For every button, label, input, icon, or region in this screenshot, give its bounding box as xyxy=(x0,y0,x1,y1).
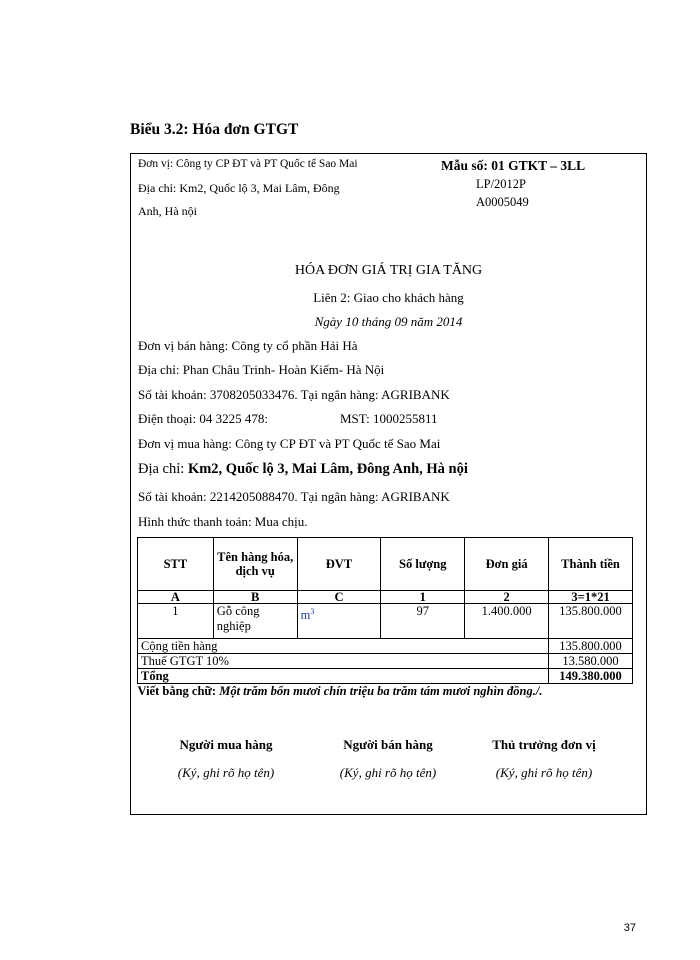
seller-address: Địa chỉ: Phan Châu Trinh- Hoàn Kiếm- Hà Nội xyxy=(138,362,385,377)
buyer-address-value: Km2, Quốc lộ 3, Mai Lâm, Đông Anh, Hà nội xyxy=(187,461,468,477)
buyer-address xyxy=(138,461,468,478)
vat-label: Thuế GTGT 10% xyxy=(138,654,549,669)
amount-in-words xyxy=(138,684,633,699)
column-header-name: Tên hàng hóa, dịch vụ xyxy=(213,538,297,591)
invoice-frame xyxy=(130,153,647,815)
signature-note-seller: (Ký, ghi rõ họ tên) xyxy=(339,765,437,780)
total-row xyxy=(138,669,633,684)
seller-tax-code: MST: 1000255811 xyxy=(340,411,438,426)
column-code: B xyxy=(213,591,297,604)
page-number: 37 xyxy=(623,922,636,934)
amount-in-words-value: Một trăm bốn mươi chín triệu ba trăm tám mươi nghìn đồng./. xyxy=(219,684,543,698)
item-quantity: 97 xyxy=(381,604,465,639)
amount-in-words-row xyxy=(138,684,633,699)
item-unit xyxy=(297,604,381,639)
column-header-unit: ĐVT xyxy=(297,538,381,591)
seller-phone: Điện thoại: 04 3225 478: xyxy=(138,411,268,426)
items-table xyxy=(137,537,633,698)
buyer-name: Đơn vị mua hàng: Công ty CP ĐT và PT Quốc tế Sao Mai xyxy=(138,436,441,451)
invoice-number: A0005049 xyxy=(476,195,529,209)
invoice-date: Ngày 10 tháng 09 năm 2014 xyxy=(314,314,463,329)
signature-note-head: (Ký, ghi rõ họ tên) xyxy=(495,765,593,780)
subtotal-label: Cộng tiền hàng xyxy=(138,639,549,654)
item-unit-base: m xyxy=(300,608,311,623)
column-header-price: Đơn giá xyxy=(465,538,549,591)
signature-role-head: Thủ trưởng đơn vị xyxy=(492,737,596,752)
buyer-account: Số tài khoản: 2214205088470. Tại ngân hàng: AGRIBANK xyxy=(138,489,450,504)
subtotal-row xyxy=(138,639,633,654)
total-value: 149.380.000 xyxy=(549,669,633,684)
signature-role-buyer: Người mua hàng xyxy=(179,737,273,752)
seller-address-line-1: Địa chỉ: Km2, Quốc lộ 3, Mai Lâm, Đông xyxy=(138,181,340,195)
signature-note-buyer: (Ký, ghi rõ họ tên) xyxy=(177,765,275,780)
column-header-quantity: Số lượng xyxy=(381,538,465,591)
vat-row xyxy=(138,654,633,669)
column-header-stt: STT xyxy=(138,538,214,591)
signature-role-seller: Người bán hàng xyxy=(343,737,433,752)
column-code: 3=1*21 xyxy=(549,591,633,604)
table-row xyxy=(138,604,633,639)
invoice-series: LP/2012P xyxy=(476,177,527,191)
amount-in-words-label: Viết bằng chữ: xyxy=(137,684,220,698)
column-code: C xyxy=(297,591,381,604)
invoice-title: HÓA ĐƠN GIÁ TRỊ GIA TĂNG xyxy=(294,263,483,278)
item-name: Gỗ công nghiệp xyxy=(213,604,297,639)
item-stt: 1 xyxy=(138,604,214,639)
item-amount: 135.800.000 xyxy=(549,604,633,639)
seller-name: Đơn vị bán hàng: Công ty cổ phần Hải Hà xyxy=(138,338,358,353)
vat-value: 13.580.000 xyxy=(549,654,633,669)
subtotal-value: 135.800.000 xyxy=(549,639,633,654)
seller-address-line-2: Anh, Hà nội xyxy=(138,204,197,218)
column-code: 2 xyxy=(465,591,549,604)
column-code: A xyxy=(138,591,214,604)
total-label: Tổng xyxy=(138,669,549,684)
form-number: Mẫu số: 01 GTKT – 3LL xyxy=(441,158,586,173)
column-code: 1 xyxy=(381,591,465,604)
seller-account: Số tài khoản: 3708205033476. Tại ngân hàng: AGRIBANK xyxy=(138,387,450,402)
buyer-address-label: Địa chỉ: xyxy=(138,461,188,477)
table-header-row xyxy=(138,538,633,591)
copy-note: Liên 2: Giao cho khách hàng xyxy=(313,290,464,305)
seller-unit: Đơn vị: Công ty CP ĐT và PT Quốc tế Sao Mai xyxy=(138,158,358,170)
column-code-row xyxy=(138,591,633,604)
item-price: 1.400.000 xyxy=(465,604,549,639)
document-caption: Biểu 3.2: Hóa đơn GTGT xyxy=(130,121,299,138)
item-unit-exponent: 3 xyxy=(310,607,315,616)
payment-method: Hình thức thanh toán: Mua chịu. xyxy=(138,514,308,529)
column-header-amount: Thành tiền xyxy=(549,538,633,591)
